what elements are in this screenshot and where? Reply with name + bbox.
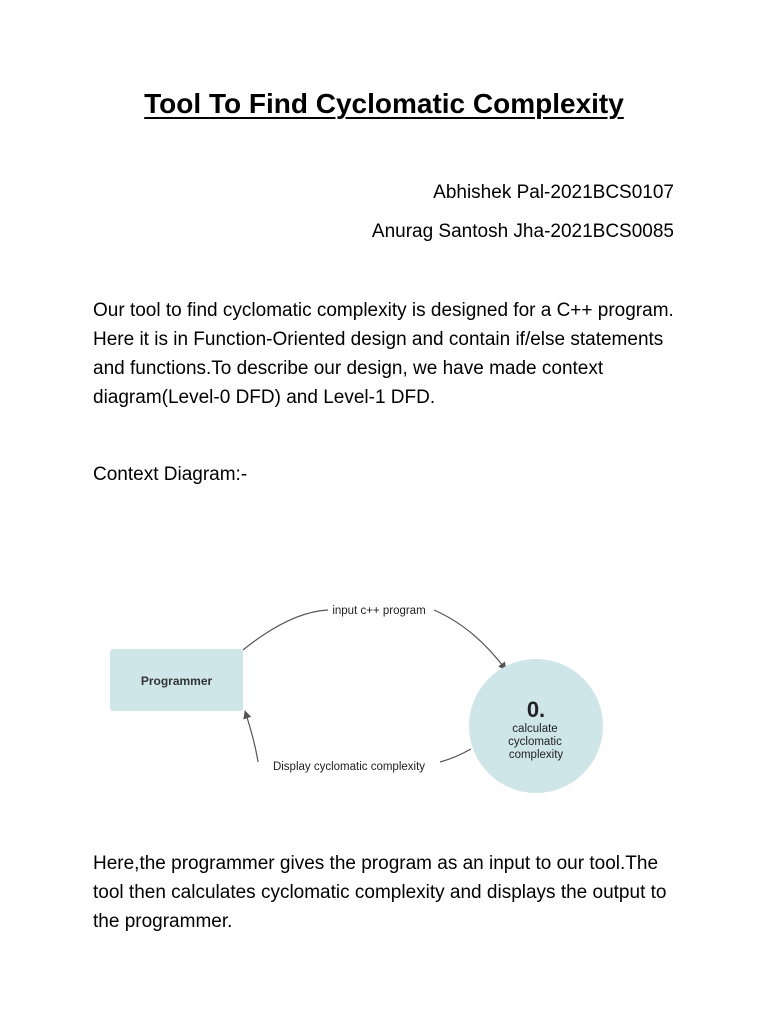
author-2: Anurag Santosh Jha-2021BCS0085 bbox=[371, 221, 674, 242]
context-diagram bbox=[100, 585, 630, 805]
process-label-line-3: complexity bbox=[508, 749, 564, 761]
programmer-entity-label: Programmer bbox=[140, 674, 213, 688]
output-flow-label: Display cyclomatic complexity bbox=[272, 761, 426, 773]
process-label-line-1: calculate bbox=[512, 723, 558, 735]
input-flow-label: input c++ program bbox=[332, 605, 426, 617]
outro-paragraph: Here,the programmer gives the program as an input to our tool.The tool then calculates cyclomatic complexity and displays the output to the programmer. bbox=[93, 853, 667, 932]
process-label-line-2: cyclomatic bbox=[508, 736, 562, 748]
context-diagram-heading: Context Diagram:- bbox=[93, 464, 248, 485]
author-1: Abhishek Pal-2021BCS0107 bbox=[433, 182, 674, 203]
intro-paragraph: Our tool to find cyclomatic complexity is designed for a C++ program. Here it is in Function-Oriented design and contain if/else statements and functions.To describe our design, we have made context diagram(Level-0 DFD) and Level-1 DFD. bbox=[93, 300, 674, 408]
input-flow-arrow bbox=[243, 610, 506, 670]
document-title: Tool To Find Cyclomatic Complexity bbox=[144, 88, 624, 119]
output-flow-arrow bbox=[245, 711, 471, 762]
process-number: 0. bbox=[526, 697, 546, 722]
